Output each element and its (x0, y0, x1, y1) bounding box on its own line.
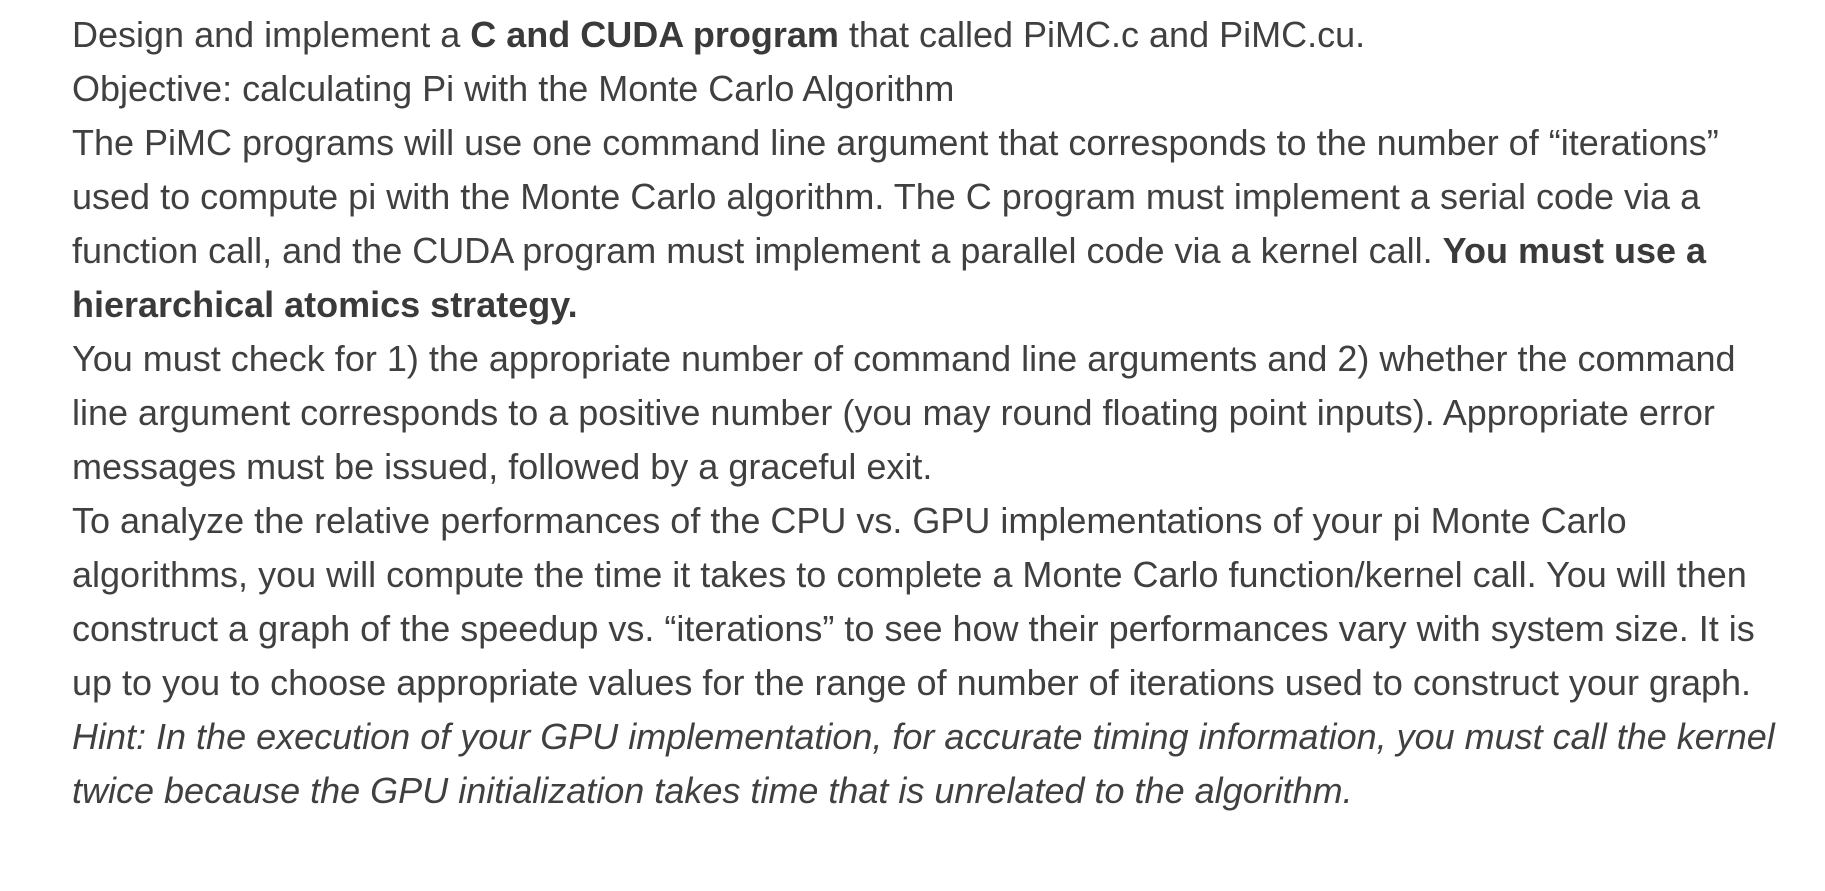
intro-bold-program: C and CUDA program (470, 14, 839, 55)
hint-paragraph: Hint: In the execution of your GPU implementation, for accurate timing information, you must call the kernel twice because the GPU initialization takes time that is unrelated to the algorithm. (72, 716, 1775, 811)
argument-check-paragraph: You must check for 1) the appropriate number of command line arguments and 2) whether the command line argument corresponds to a positive number (you may round floating point inputs). Appropriate error messages must be issued, followed by a graceful exit. (72, 338, 1736, 487)
requirements-paragraph (72, 116, 1792, 332)
requirements-text: The PiMC programs will use one command line argument that corresponds to the number of “iterations” used to compute pi with the Monte Carlo algorithm. The C program must implement a serial code via a function call, and the CUDA program must implement a parallel code via a kernel call. (72, 122, 1719, 271)
assignment-document (72, 8, 1792, 818)
intro-text-start: Design and implement a (72, 14, 471, 55)
performance-paragraph: To analyze the relative performances of the CPU vs. GPU implementations of your pi Monte Carlo algorithms, you will compute the time it takes to complete a Monte Carlo function/kernel call. You will then construct a graph of the speedup vs. “iterations” to see how their performances vary with system size. It is up to you to choose appropriate values for the range of number of iterations used to construct your graph. (72, 500, 1755, 703)
intro-paragraph (72, 8, 1792, 62)
atomics-strategy-bold: You must use a hierarchical atomics strategy. (72, 230, 1707, 325)
intro-text-end: that called PiMC.c and PiMC.cu. (838, 14, 1366, 55)
objective-paragraph: Objective: calculating Pi with the Monte Carlo Algorithm (72, 68, 955, 109)
